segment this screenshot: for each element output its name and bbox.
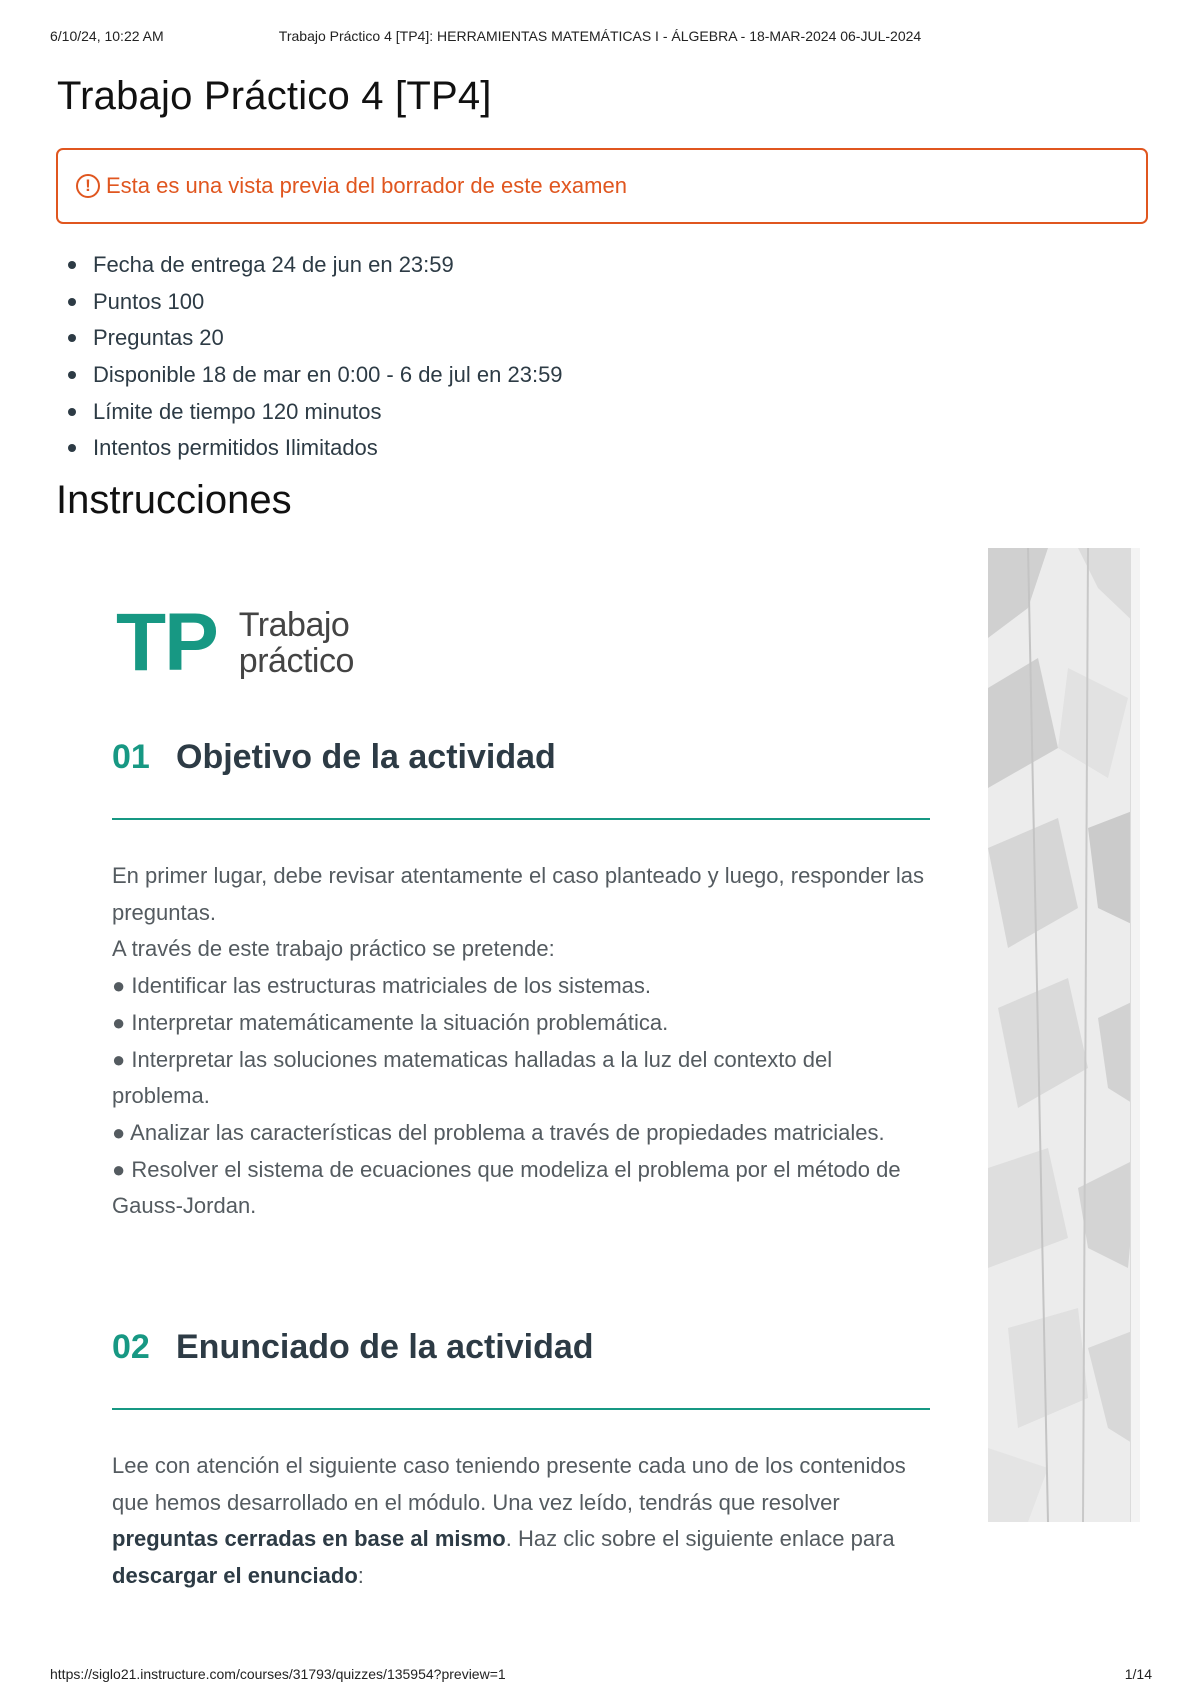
detail-label: Fecha de entrega	[93, 252, 266, 278]
objective-line: A través de este trabajo práctico se pretende:	[112, 936, 555, 962]
bullet-icon	[68, 334, 76, 342]
tp-logo-words	[239, 607, 354, 679]
objective-line: ● Resolver el sistema de ecuaciones que modeliza el problema por el método de Gauss-Jordan.	[112, 1156, 901, 1219]
detail-value: 18 de mar en 0:00 - 6 de jul en 23:59	[201, 362, 563, 388]
statement-text: . Haz clic sobre el siguiente enlace para	[505, 1526, 895, 1552]
section-body	[112, 858, 930, 1225]
detail-label: Intentos permitidos	[93, 435, 279, 461]
bullet-icon	[68, 444, 76, 452]
section-number: 02	[112, 1328, 150, 1366]
tp-logo-letters: TP	[116, 597, 217, 688]
section-number: 01	[112, 738, 150, 776]
objective-line: ● Interpretar matemáticamente la situación problemática.	[112, 1009, 669, 1035]
detail-value: Ilimitados	[284, 435, 378, 461]
detail-value: 20	[199, 325, 224, 351]
statement-text: :	[357, 1563, 364, 1589]
architecture-pattern-icon	[988, 548, 1140, 1522]
preview-alert	[56, 148, 1148, 224]
detail-time-limit	[68, 393, 563, 430]
section-title	[112, 738, 930, 798]
detail-label: Puntos	[93, 288, 162, 314]
tp-logo-word-2: práctico	[238, 642, 354, 680]
detail-value: 100	[167, 288, 205, 314]
bullet-icon	[68, 261, 76, 269]
section-divider	[112, 1408, 930, 1410]
exclamation-circle-icon: !	[76, 174, 100, 198]
objective-line: ● Analizar las características del problema a través de propiedades matriciales.	[112, 1119, 885, 1145]
content-scrollbar[interactable]	[1130, 548, 1140, 1522]
print-url: https://siglo21.instructure.com/courses/31793/quizzes/135954?preview=1	[50, 1666, 506, 1682]
print-doc-title: Trabajo Práctico 4 [TP4]: HERRAMIENTAS MATEMÁTICAS I - ÁLGEBRA - 18-MAR-2024 06-JUL-2024	[278, 28, 922, 44]
detail-label: Preguntas	[93, 325, 194, 351]
statement-text: Lee con atención el siguiente caso teniendo presente cada uno de los contenidos que hemos desarrollado en el módulo. Una vez leído, tendrás que resolver	[112, 1453, 906, 1515]
detail-due-date	[68, 247, 563, 284]
print-date: 6/10/24, 10:22 AM	[50, 28, 164, 44]
detail-label: Límite de tiempo	[93, 398, 256, 424]
alert-text: Esta es una vista previa del borrador de este examen	[106, 173, 627, 198]
section-divider	[112, 818, 930, 820]
tp-logo	[116, 597, 354, 688]
detail-available	[68, 357, 563, 394]
tp-logo-word-1: Trabajo	[238, 606, 350, 644]
quiz-details-list	[68, 247, 563, 467]
detail-attempts	[68, 430, 563, 467]
detail-value: 120 minutos	[261, 398, 382, 424]
detail-points	[68, 284, 563, 321]
instructions-content[interactable]	[56, 540, 1148, 1652]
statement-bold: descargar el enunciado	[112, 1563, 358, 1589]
statement-bold: preguntas cerradas en base al mismo	[112, 1526, 506, 1552]
objective-line: ● Interpretar las soluciones matematicas halladas a la luz del contexto del problema.	[112, 1046, 833, 1109]
instructions-heading: Instrucciones	[56, 478, 292, 522]
detail-label: Disponible	[93, 362, 196, 388]
page-title: Trabajo Práctico 4 [TP4]	[57, 74, 492, 118]
bullet-icon	[68, 371, 76, 379]
objective-line: ● Identificar las estructuras matriciales de los sistemas.	[112, 973, 652, 999]
section-body	[112, 1448, 930, 1595]
objective-line: En primer lugar, debe revisar atentamente el caso planteado y luego, responder las preguntas.	[112, 863, 925, 925]
print-page-number: 1/14	[1124, 1666, 1152, 1682]
section-name: Objetivo de la actividad	[176, 738, 556, 776]
print-header	[0, 28, 1200, 48]
section-objective	[112, 738, 930, 1225]
section-statement	[112, 1328, 930, 1595]
detail-questions	[68, 320, 563, 357]
decorative-side-image	[988, 548, 1140, 1522]
bullet-icon	[68, 298, 76, 306]
section-title	[112, 1328, 930, 1388]
bullet-icon	[68, 408, 76, 416]
section-name: Enunciado de la actividad	[176, 1328, 594, 1366]
detail-value: 24 de jun en 23:59	[271, 252, 454, 278]
statement-paragraph	[112, 1448, 930, 1595]
